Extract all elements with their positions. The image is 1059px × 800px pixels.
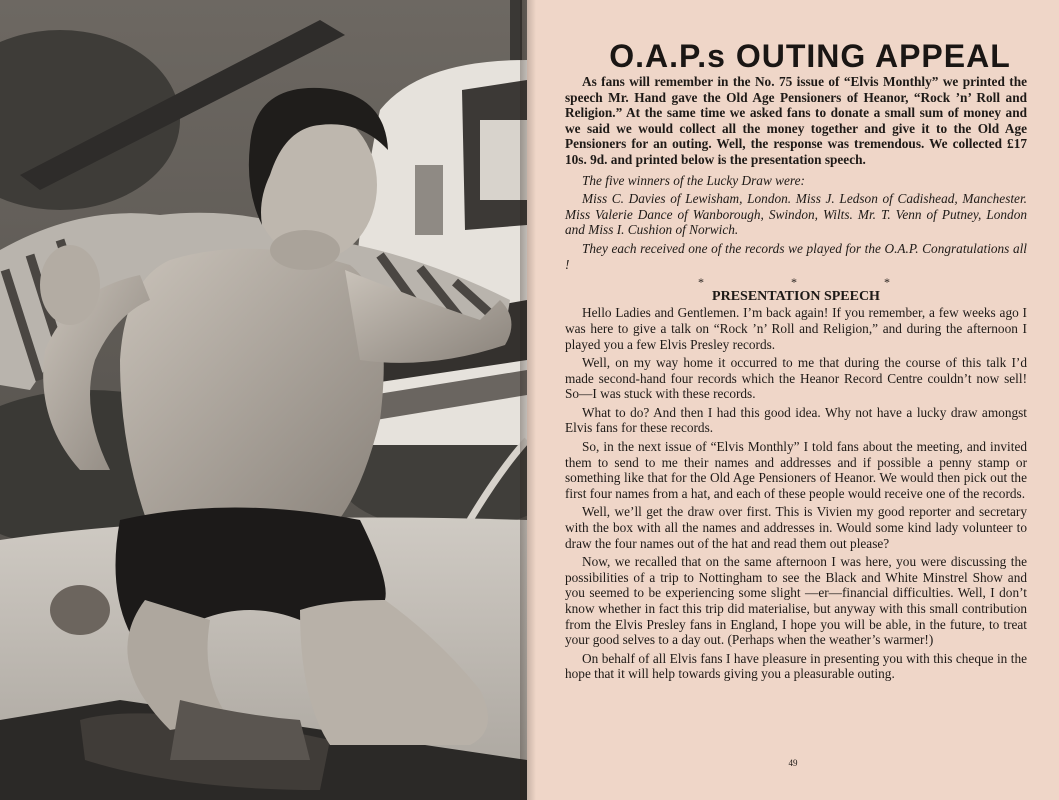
winners-intro: The five winners of the Lucky Draw were: <box>582 172 805 188</box>
winners-list: Miss C. Davies of Lewisham, London. Miss J. Ledson of Cadishead, Manchester. Miss Valerie Dance of Wanborough, Swindon, Wilts. Mr. T. Venn of Putney, London and Miss I. Cushion of Norwich. <box>565 191 1027 238</box>
beach-photo <box>0 0 527 800</box>
congratulations: They each received one of the records we played for the O.A.P. Congratulations all ! <box>565 240 1027 272</box>
speech-paragraph: Well, we’ll get the draw over first. This is Vivien my good reporter and secretary with the box with all the names and addresses in. Would some kind lady volunteer to draw the four names out of the hat and read them out please? <box>565 504 1027 551</box>
section-divider: * * * <box>698 275 932 290</box>
article-body <box>565 74 1027 685</box>
speech-paragraph: So, in the next issue of “Elvis Monthly” I told fans about the meeting, and invited them to send to me their names and addresses and if possible a penny stamp or something like that for the Old Age Pensioners of Heanor. We would then pick out the first four names from a hat, and each of these people would receive one of the records. <box>565 439 1027 501</box>
speech-paragraph: Well, on my way home it occurred to me that during the course of this talk I’d made second-hand four records which the Heanor Record Centre couldn’t now sell! So—I was stuck with these records. <box>565 355 1027 402</box>
speech-paragraph: Now, we recalled that on the same afternoon I was here, you were discussing the possibilities of a trip to Nottingham to see the Black and White Minstrel Show and you seemed to be experiencing some slight —er—financial difficulties. Well, I don’t know whether in fact this trip did materialise, but anyway with this small contribution from the Elvis Presley fans in England, I hope you will be able, in the future, to treat your good selves to a day out. (Perhaps when the weather’s warmer!) <box>565 554 1027 648</box>
page-number: 49 <box>788 758 798 768</box>
speech-paragraph: On behalf of all Elvis fans I have pleasure in presenting you with this cheque in the hope that it will help towards giving you a pleasurable outing. <box>565 650 1027 682</box>
speech-heading: PRESENTATION SPEECH <box>712 288 880 304</box>
intro-paragraph: As fans will remember in the No. 75 issue of “Elvis Monthly” we printed the speech Mr. Hand gave the Old Age Pensioners of Heanor, “Rock ’n’ Roll and Religion.” At the same time we asked fans to donate a small sum of money and we said we would collect all the money together and give it to the Old Age Pensioners for an outing. Well, the response was tremendous. We collected £17 10s. 9d. and printed below is the presentation speech. <box>565 74 1027 167</box>
article-title: O.A.P.s OUTING APPEAL <box>609 38 1011 74</box>
speech-paragraph: What to do? And then I had this good idea. Why not have a lucky draw amongst Elvis fans for these records. <box>565 404 1027 436</box>
photo-illustration <box>0 0 527 800</box>
article-page <box>527 0 1059 800</box>
speech-paragraph: Hello Ladies and Gentlemen. I’m back again! If you remember, a few weeks ago I was here to give a talk on “Rock ’n’ Roll and Religion,” and during the afternoon I played you a few Elvis Presley records. <box>565 305 1027 352</box>
